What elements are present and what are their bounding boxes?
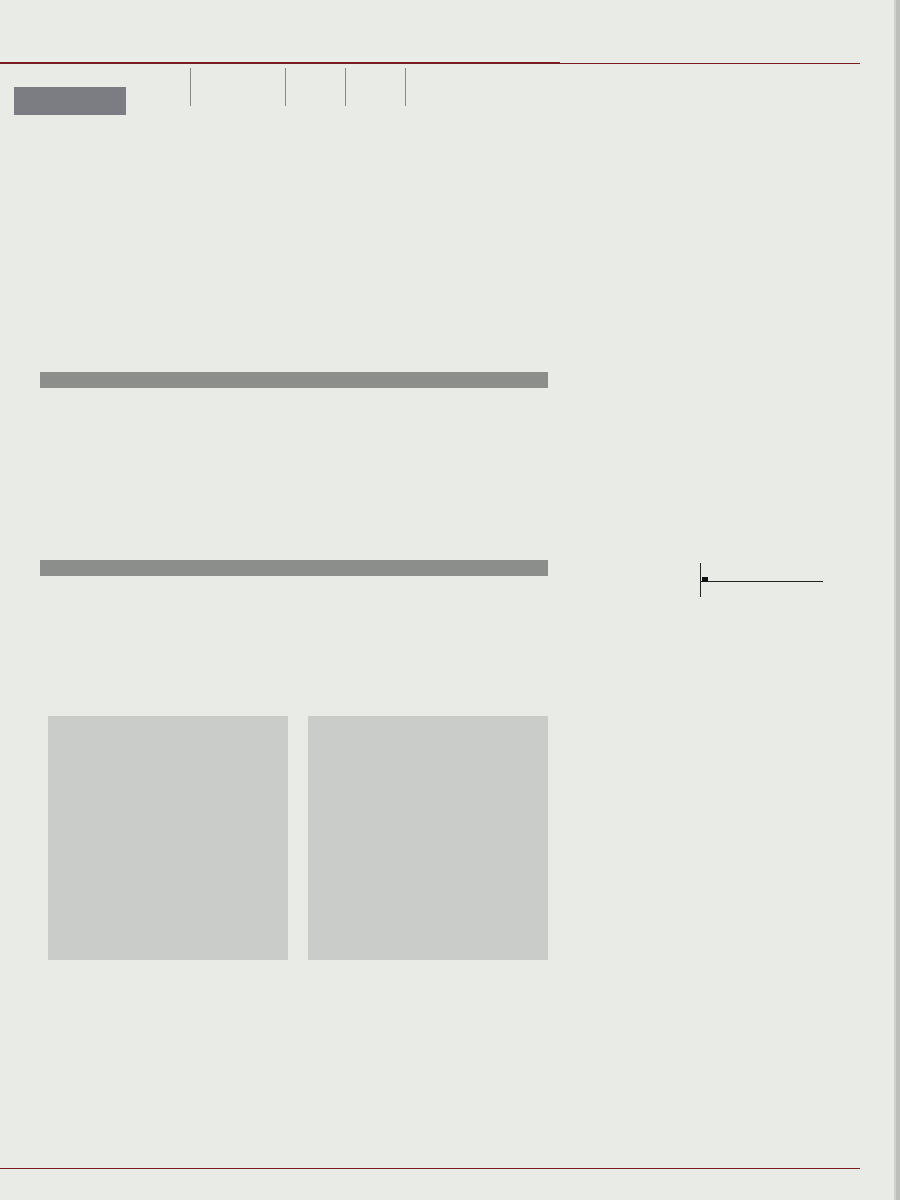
visceral-gauge [700,563,822,597]
footer-rule [0,1168,860,1169]
divider [190,68,191,106]
divider [345,68,346,106]
header-rule [0,62,560,64]
score-title [570,160,574,178]
seg-lean-panel [48,716,288,960]
mfa-band [40,372,548,388]
impedance-title [570,960,574,978]
header-rule-thin [560,63,860,64]
bca-title [42,148,46,166]
seg-fat-title [312,692,316,710]
visceral-title [570,544,574,562]
weight-control-title [570,262,574,280]
divider [285,68,286,106]
obesity-title [42,538,46,556]
seg-lean-title [52,692,56,710]
divider [405,68,406,106]
obesity-band [40,560,548,576]
id-redacted [14,87,126,115]
mfa-title [42,348,46,366]
seg-fat-panel [308,716,548,960]
visceral-bar [702,577,708,582]
balance-title [570,456,574,474]
research-title [570,602,574,620]
nutrition-title [570,363,574,381]
